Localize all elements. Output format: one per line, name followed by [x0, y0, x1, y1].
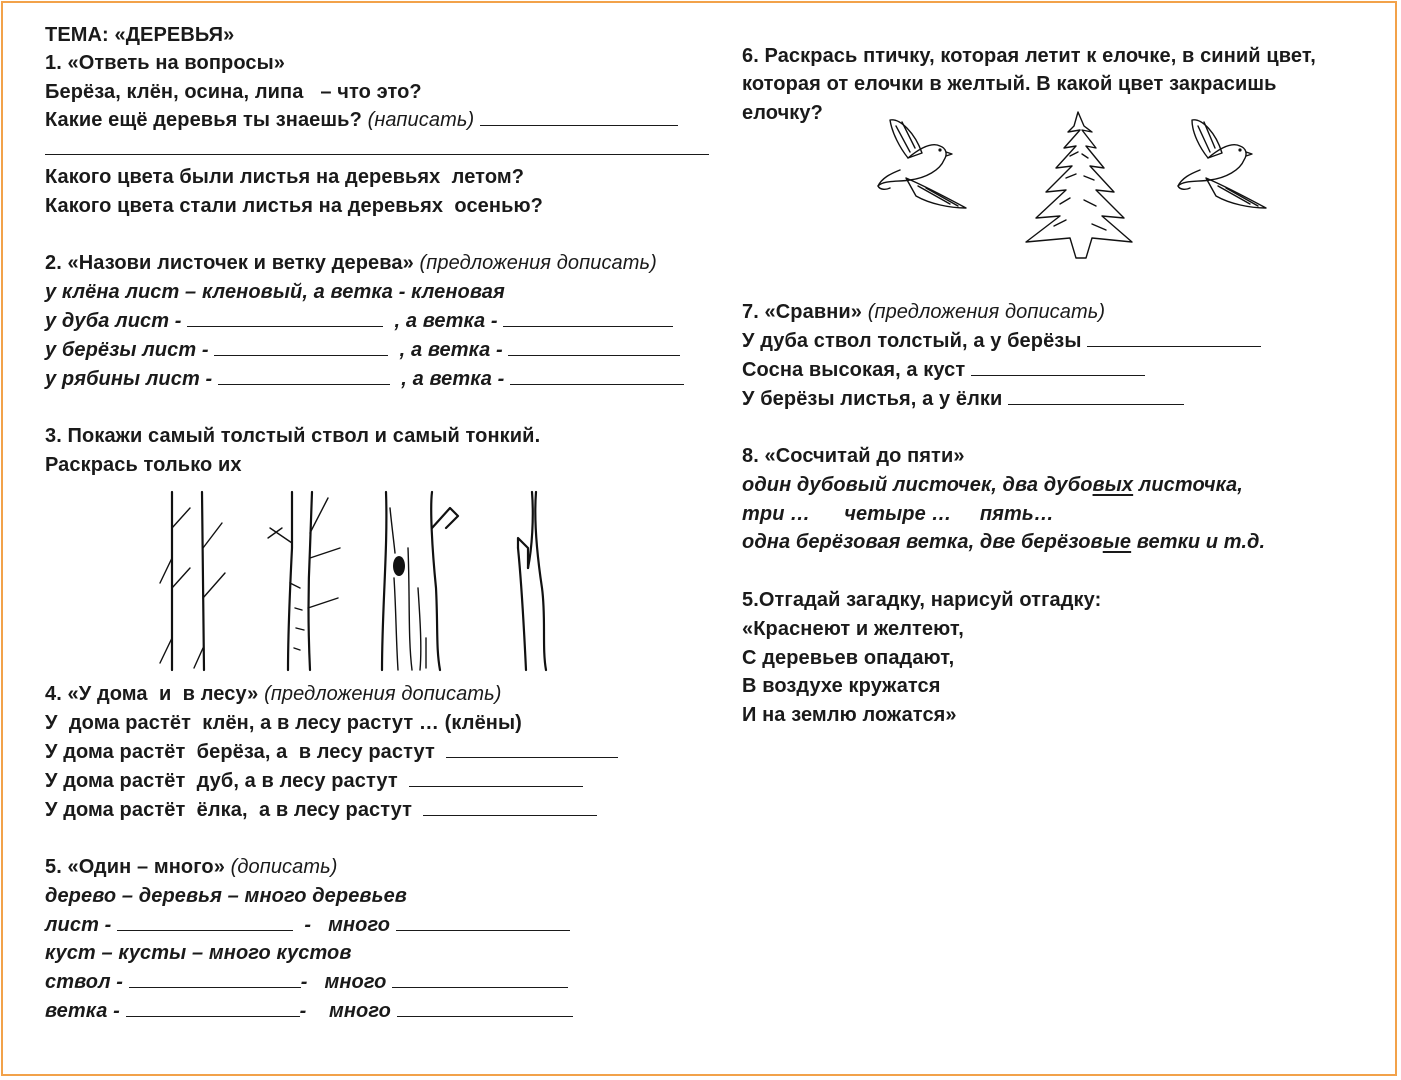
answer-blank[interactable]	[397, 999, 573, 1017]
task8-example-3: одна берёзовая ветка, две берёзовые ветки и т.д.	[742, 531, 1266, 553]
task5-row-stvol: ствол - - много	[45, 970, 568, 994]
task5-row-vetka: ветка - - много	[45, 999, 573, 1023]
tree-trunks-illustration	[150, 488, 580, 678]
task8-heading: 8. «Сосчитай до пяти»	[742, 445, 965, 467]
answer-blank[interactable]	[392, 970, 568, 988]
task6-line-3: елочку?	[742, 102, 823, 124]
answer-blank[interactable]	[396, 913, 570, 931]
answer-blank[interactable]	[117, 913, 293, 931]
task1-question-1: Берёза, клён, осина, липа – что это?	[45, 81, 422, 103]
task2-example: у клёна лист – кленовый, а ветка - кленовая	[45, 281, 505, 303]
task8-example-1: один дубовый листочек, два дубовых листочка,	[742, 474, 1243, 496]
task5-example-2: куст – кусты – много кустов	[45, 942, 352, 964]
task7-row: Сосна высокая, а куст	[742, 358, 1145, 382]
task4-row: У дома растёт ёлка, а в лесу растут	[45, 798, 597, 822]
task6-line-1: 6. Раскрась птичку, которая летит к елочке, в синий цвет,	[742, 45, 1316, 67]
trunk-3[interactable]	[382, 492, 458, 670]
riddle-line: «Краснеют и желтеют,	[742, 618, 964, 640]
task3-heading: 3. Покажи самый толстый ствол и самый тонкий.	[45, 425, 541, 447]
task5-heading: 5. «Один – много» (дописать)	[45, 856, 338, 878]
riddle-line: С деревьев опадают,	[742, 647, 955, 669]
task2-row: у дуба лист - , а ветка -	[45, 309, 673, 333]
bird-right[interactable]	[1178, 120, 1266, 208]
fir-tree[interactable]	[1026, 112, 1132, 258]
task1-question-3: Какого цвета были листья на деревьях летом?	[45, 166, 525, 188]
task2-heading: 2. «Назови листочек и ветку дерева» (предложения дописать)	[45, 252, 657, 274]
task1-heading: 1. «Ответь на вопросы»	[45, 52, 286, 74]
answer-blank[interactable]	[214, 338, 388, 356]
task8-example-2: три … четыре … пять…	[742, 503, 1054, 525]
task4-hint: (предложения дописать)	[264, 683, 502, 705]
task1-hint: (написать)	[367, 109, 475, 131]
trunk-4[interactable]	[518, 492, 546, 670]
answer-blank[interactable]	[187, 309, 383, 327]
task1-question-2: Какие ещё деревья ты знаешь? (написать)	[45, 108, 678, 132]
riddle-line: В воздухе кружатся	[742, 675, 941, 697]
answer-blank[interactable]	[126, 999, 300, 1017]
task1-question-4: Какого цвета стали листья на деревьях осенью?	[45, 195, 543, 217]
answer-blank[interactable]	[129, 970, 301, 988]
bird-left[interactable]	[878, 120, 966, 208]
task7-hint: (предложения дописать)	[867, 301, 1106, 323]
task1-answer-line	[45, 137, 709, 161]
task7-row: У дуба ствол толстый, а у берёзы	[742, 329, 1261, 353]
answer-blank[interactable]	[409, 769, 583, 787]
answer-blank[interactable]	[446, 740, 618, 758]
task7-heading: 7. «Сравни» (предложения дописать)	[742, 301, 1106, 323]
riddle-line: И на землю ложатся»	[742, 704, 957, 726]
answer-blank[interactable]	[503, 309, 673, 327]
task2-row: у рябины лист - , а ветка -	[45, 367, 684, 391]
answer-blank[interactable]	[510, 367, 684, 385]
task5-hint: (дописать)	[230, 856, 338, 878]
riddle-heading: 5.Отгадай загадку, нарисуй отгадку:	[742, 589, 1102, 611]
trunk-2[interactable]	[268, 492, 340, 670]
task4-row: У дома растёт берёза, а в лесу растут	[45, 740, 618, 764]
task2-row: у берёзы лист - , а ветка -	[45, 338, 680, 362]
task2-hint: (предложения дописать)	[419, 252, 657, 274]
task7-row: У берёзы листья, а у ёлки	[742, 387, 1184, 411]
task5-row-list: лист - - много	[45, 913, 570, 937]
task6-line-2: которая от елочки в желтый. В какой цвет закрасишь	[742, 73, 1277, 95]
task3-instruction: Раскрась только их	[45, 454, 242, 476]
birds-and-tree-illustration	[870, 108, 1280, 273]
task4-example: У дома растёт клён, а в лесу растут … (клёны)	[45, 712, 522, 734]
task5-example-1: дерево – деревья – много деревьев	[45, 885, 407, 907]
worksheet-title: ТЕМА: «ДЕРЕВЬЯ»	[45, 24, 235, 46]
answer-blank[interactable]	[508, 338, 680, 356]
answer-blank[interactable]	[1008, 387, 1184, 405]
trunk-1[interactable]	[160, 492, 225, 670]
task4-row: У дома растёт дуб, а в лесу растут	[45, 769, 583, 793]
answer-blank[interactable]	[45, 137, 709, 155]
answer-blank[interactable]	[1087, 329, 1261, 347]
answer-blank[interactable]	[218, 367, 390, 385]
answer-blank[interactable]	[480, 108, 678, 126]
answer-blank[interactable]	[423, 798, 597, 816]
task4-heading: 4. «У дома и в лесу» (предложения дописать)	[45, 683, 502, 705]
answer-blank[interactable]	[971, 358, 1145, 376]
